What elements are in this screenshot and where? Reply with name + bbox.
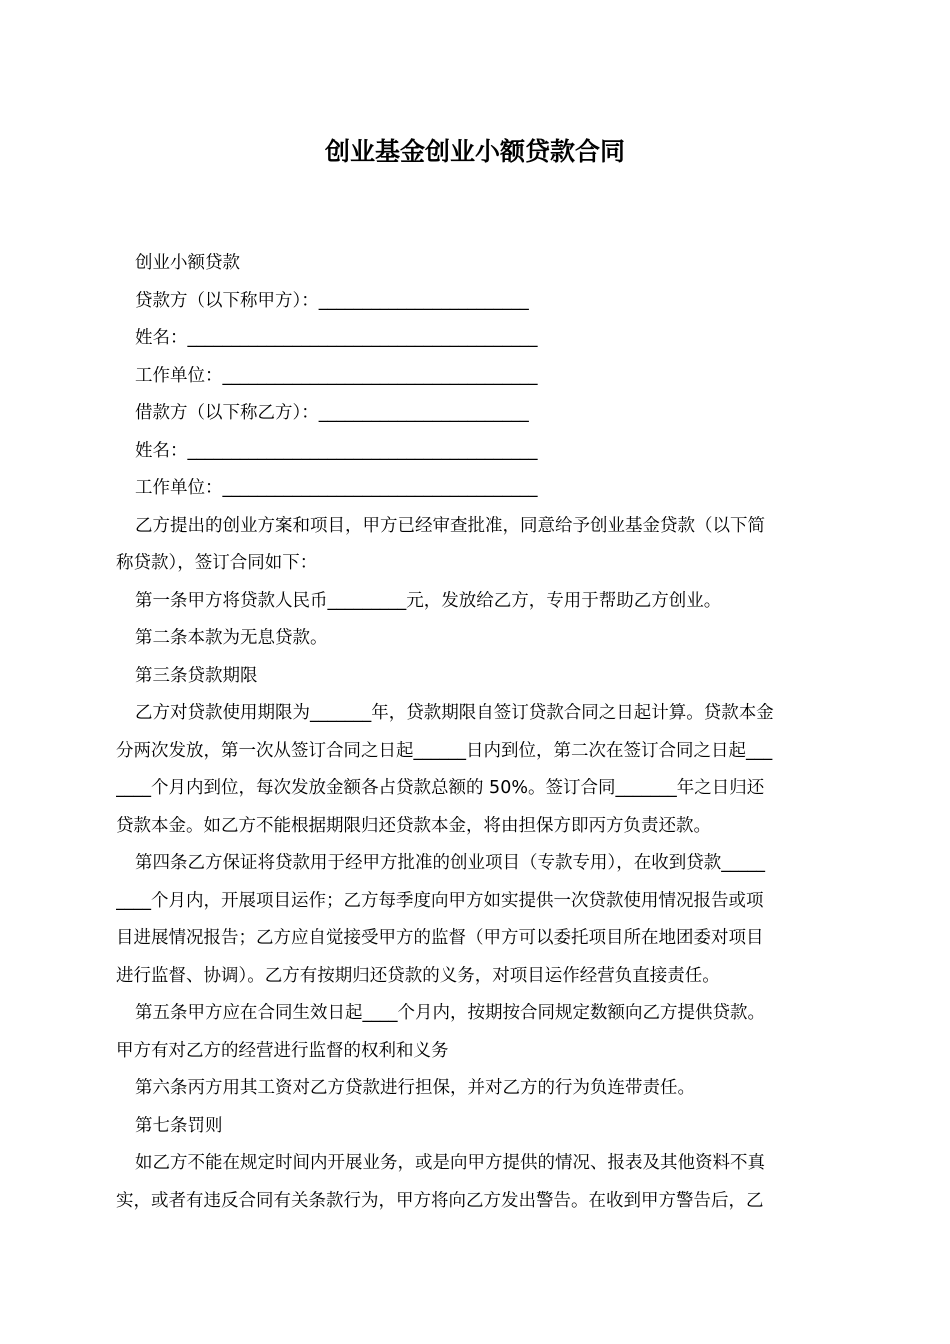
document-title: 创业基金创业小额贷款合同: [324, 137, 625, 166]
text-line: 称贷款），签订合同如下：: [116, 553, 318, 573]
text-line: 第七条罚则: [135, 1115, 223, 1136]
text-line: 甲方有对乙方的经营进行监督的权利和义务: [116, 1040, 449, 1061]
text-line: 第六条丙方用其工资对乙方贷款进行担保，并对乙方的行为负连带责任。: [135, 1078, 695, 1098]
text-line: 贷款本金。如乙方不能根据期限归还贷款本金，将由担保方即丙方负责还款。: [116, 815, 711, 836]
text-line: 工作单位：____________________________________: [135, 478, 538, 498]
text-line: ____个月内，开展项目运作；乙方每季度向甲方如实提供一次贷款使用情况报告或项: [116, 890, 764, 911]
text-line: ____个月内到位，每次发放金额各占贷款总额的 50%。签订合同_______年之日归还: [116, 778, 765, 798]
text-line: 如乙方不能在规定时间内开展业务，或是向甲方提供的情况、报表及其他资料不真: [135, 1153, 765, 1173]
text-line: 工作单位：____________________________________: [135, 365, 538, 386]
text-line: 贷款方（以下称甲方）：________________________: [135, 290, 529, 311]
text-line: 第三条贷款期限: [135, 665, 258, 686]
text-line: 创业小额贷款: [135, 253, 240, 273]
document-body: [116, 245, 840, 1220]
text-line: 第二条本款为无息贷款。: [135, 628, 328, 648]
text-line: 第五条甲方应在合同生效日起____个月内，按期按合同规定数额向乙方提供贷款。: [135, 1003, 765, 1023]
text-line: 第四条乙方保证将贷款用于经甲方批准的创业项目（专款专用），在收到贷款_____: [135, 853, 765, 873]
text-line: 乙方对贷款使用期限为_______年，贷款期限自签订贷款合同之日起计算。贷款本金: [135, 703, 774, 723]
text-line: 进行监督、协调）。乙方有按期归还贷款的义务，对项目运作经营负直接责任。: [116, 965, 720, 986]
text-line: 借款方（以下称乙方）：________________________: [135, 403, 529, 423]
text-line: 乙方提出的创业方案和项目，甲方已经审查批准，同意给予创业基金贷款（以下简: [135, 515, 765, 536]
text-line: 第一条甲方将贷款人民币_________元，发放给乙方，专用于帮助乙方创业。: [135, 590, 722, 611]
text-line: 姓名：________________________________________: [135, 328, 538, 348]
text-line: 目进展情况报告；乙方应自觉接受甲方的监督（甲方可以委托项目所在地团委对项目: [116, 928, 764, 948]
text-line: 姓名：________________________________________: [135, 440, 538, 461]
text-line: 实，或者有违反合同有关条款行为，甲方将向乙方发出警告。在收到甲方警告后，乙: [116, 1190, 764, 1211]
text-line: 分两次发放，第一次从签订合同之日起______日内到位，第二次在签订合同之日起___: [116, 740, 773, 761]
